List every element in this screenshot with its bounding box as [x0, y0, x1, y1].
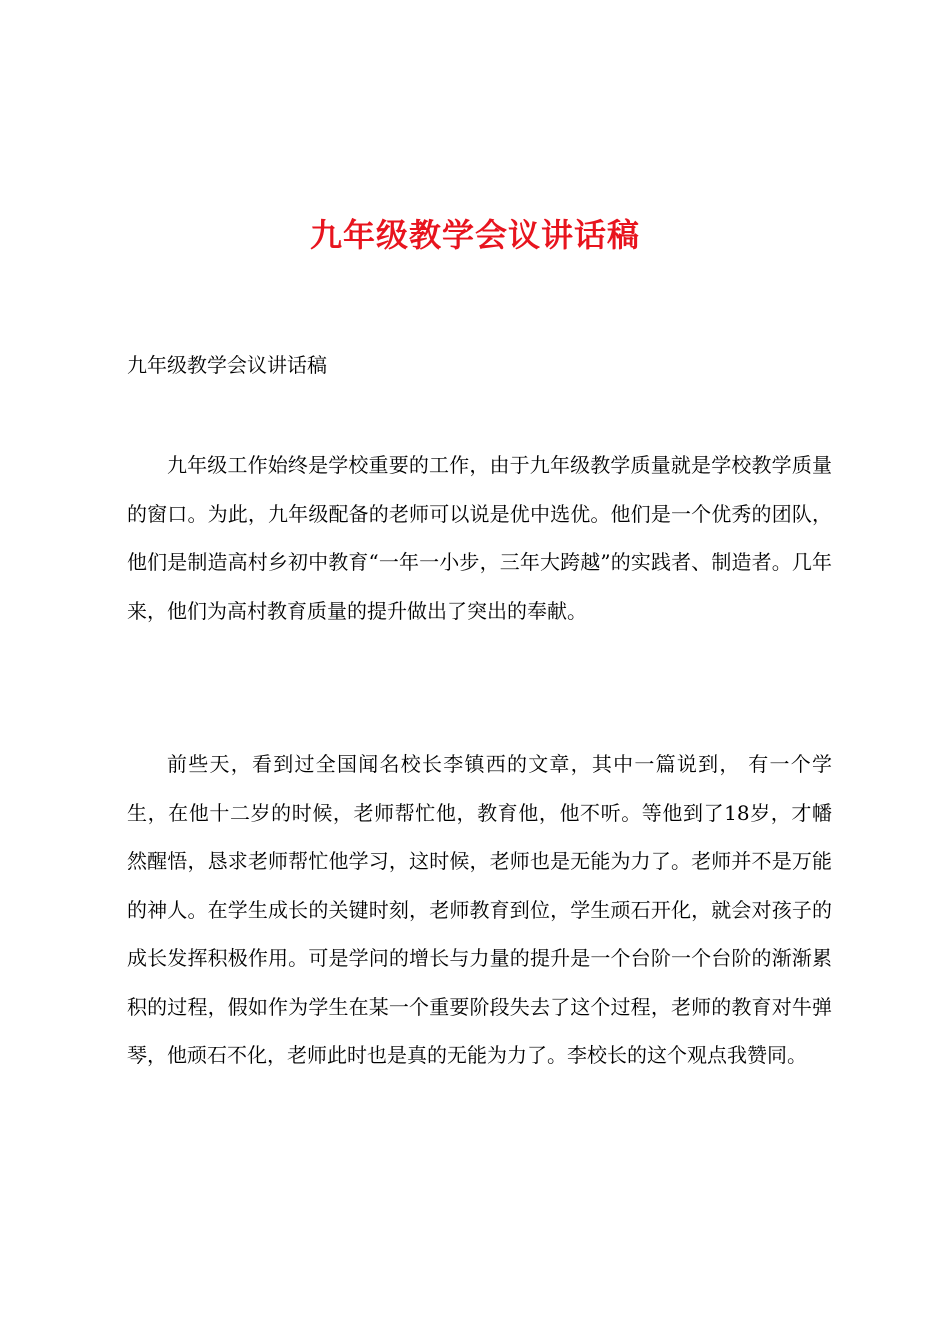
paragraph: 前些天，看到过全国闻名校长李镇西的文章，其中一篇说到， 有一个学生，在他十二岁的时候，老师帮忙他，教育他，他不听。等他到了18岁，才幡然醒悟，恳求老师帮忙他学习，这时候，老师也是无能为力了。老师并不是万能的神人。在学生成长的关键时刻，老师教育到位，学生顽石开化，就会对孩子的成长发挥积极作用。可是学问的增长与力量的提升是一个台阶一个台阶的渐渐累积的过程，假如作为学生在某一个重要阶段失去了这个过程，老师的教育对牛弹琴，他顽石不化，老师此时也是真的无能为力了。李校长的这个观点我赞同。: [127, 752, 832, 1067]
document-subtitle: 九年级教学会议讲话稿: [127, 353, 327, 377]
document-title: 九年级教学会议讲话稿: [309, 216, 640, 254]
paragraph: 九年级工作始终是学校重要的工作，由于九年级教学质量就是学校教学质量的窗口。为此，九年级配备的老师可以说是优中选优。他们是一个优秀的团队，他们是制造高村乡初中教育“一年一小步，三年大跨越”的实践者、制造者。几年来，他们为高村教育质量的提升做出了突出的奉献。: [127, 453, 832, 623]
